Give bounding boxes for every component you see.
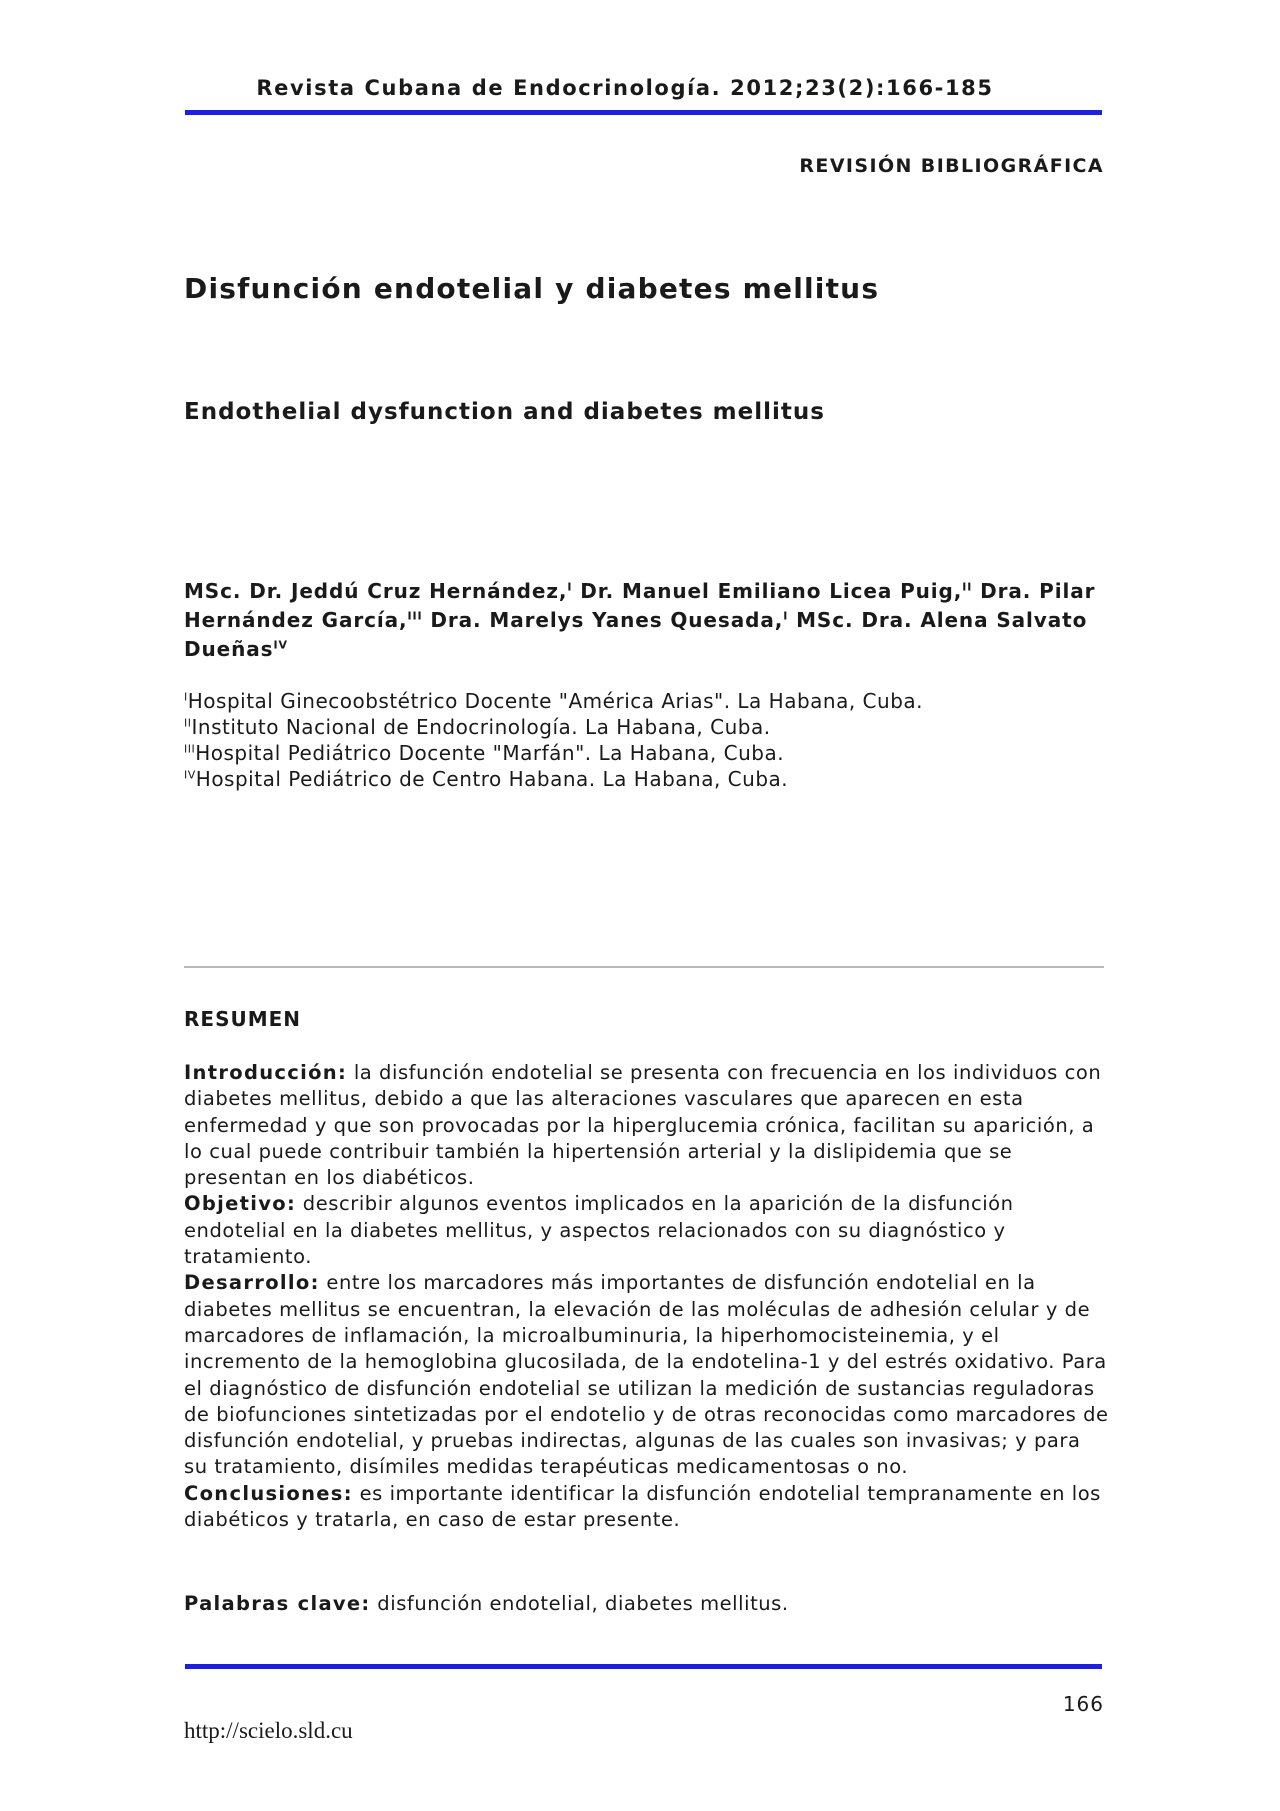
- author-affiliation-mark: II: [962, 580, 973, 594]
- abstract-body: [184, 1060, 1109, 1533]
- author-affiliation-mark: I: [783, 609, 789, 623]
- author-name: Dra. Marelys Yanes Quesada,: [430, 608, 784, 632]
- affiliation-item: [184, 688, 1104, 714]
- section-divider: [184, 966, 1104, 968]
- abstract-paragraph: [184, 1191, 1109, 1270]
- affiliation-list: [184, 688, 1104, 792]
- affiliation-item: [184, 766, 1104, 792]
- keywords: [184, 1592, 789, 1615]
- affiliation-mark: I: [184, 690, 188, 704]
- affiliation-text: Hospital Ginecoobstétrico Docente "América Arias". La Habana, Cuba.: [187, 689, 924, 713]
- abstract-paragraph: [184, 1481, 1109, 1534]
- author-name: Dra. Pilar Hernández García,: [184, 579, 1096, 632]
- affiliation-mark: IV: [184, 768, 196, 782]
- affiliation-item: [184, 740, 1104, 766]
- author-list: [184, 577, 1104, 664]
- affiliation-text: Hospital Pediátrico de Centro Habana. La Habana, Cuba.: [195, 767, 789, 791]
- footer-url-link[interactable]: http://scielo.sld.cu: [184, 1718, 353, 1743]
- abstract-paragraph: [184, 1270, 1109, 1480]
- affiliation-text: Instituto Nacional de Endocrinología. La Habana, Cuba.: [191, 715, 771, 739]
- affiliation-text: Hospital Pediátrico Docente "Marfán". La Habana, Cuba.: [195, 741, 785, 765]
- abstract-paragraph: [184, 1060, 1109, 1191]
- abstract-heading: RESUMEN: [184, 1007, 302, 1031]
- journal-citation: Revista Cubana de Endocrinología. 2012;23(2):166-185: [256, 76, 994, 100]
- affiliation-mark: III: [184, 742, 196, 756]
- abstract-section-label: Objetivo:: [184, 1192, 297, 1216]
- abstract-section-text: es importante identificar la disfunción endotelial tempranamente en los diabéticos y tratarla, en caso de estar presente.: [184, 1481, 1101, 1532]
- article-title-english: Endothelial dysfunction and diabetes mellitus: [184, 399, 825, 425]
- keywords-label: Palabras clave:: [184, 1592, 371, 1615]
- keywords-text: disfunción endotelial, diabetes mellitus.: [370, 1592, 789, 1615]
- article-title-spanish: Disfunción endotelial y diabetes mellitus: [184, 272, 880, 305]
- author-affiliation-mark: III: [407, 609, 423, 623]
- abstract-section-label: Conclusiones:: [184, 1481, 353, 1505]
- author-name: Dr. Manuel Emiliano Licea Puig,: [580, 579, 963, 603]
- author-name: MSc. Dra. Alena Salvato Dueñas: [184, 608, 1088, 661]
- abstract-section-text: entre los marcadores más importantes de disfunción endotelial en la diabetes mellitus se encuentran, la elevación de las moléculas de adhesión celular y de marcadores de inflamación, la microalbuminuria, la hiperhomocisteinemia, y el incremento de la hemoglobina glucosilada, de la endotelina-1 y del estrés oxidativo. Para el diagnóstico de disfunción endotelial se utilizan la medición de sustancias reguladoras de biofunciones sintetizadas por el endotelio y de otras reconocidas como marcadores de disfunción endotelial, y pruebas indirectas, algunas de las cuales son invasivas; y para su tratamiento, disímiles medidas terapéuticas medicamentosas o no.: [184, 1271, 1109, 1479]
- author-name: MSc. Dr. Jeddú Cruz Hernández,: [184, 579, 568, 603]
- abstract-section-text: la disfunción endotelial se presenta con frecuencia en los individuos con diabetes mellitus, debido a que las alteraciones vasculares que aparecen en esta enfermedad y que son provocadas por la hiperglucemia crónica, facilitan su aparición, a lo cual puede contribuir también la hipertensión arterial y la dislipidemia que se presentan en los diabéticos.: [184, 1061, 1102, 1190]
- abstract-section-label: Desarrollo:: [184, 1271, 320, 1295]
- affiliation-item: [184, 714, 1104, 740]
- header-rule: [185, 110, 1102, 115]
- affiliation-mark: II: [184, 716, 192, 730]
- abstract-section-label: Introducción:: [184, 1061, 348, 1084]
- author-affiliation-mark: I: [567, 580, 573, 594]
- page-number: 166: [1062, 1692, 1104, 1716]
- abstract-section-text: describir algunos eventos implicados en la aparición de la disfunción endotelial en la diabetes mellitus, y aspectos relacionados con su diagnóstico y tratamiento.: [184, 1192, 1014, 1269]
- author-affiliation-mark: IV: [273, 638, 288, 652]
- footer-rule: [185, 1664, 1102, 1669]
- section-type-label: REVISIÓN BIBLIOGRÁFICA: [799, 155, 1104, 177]
